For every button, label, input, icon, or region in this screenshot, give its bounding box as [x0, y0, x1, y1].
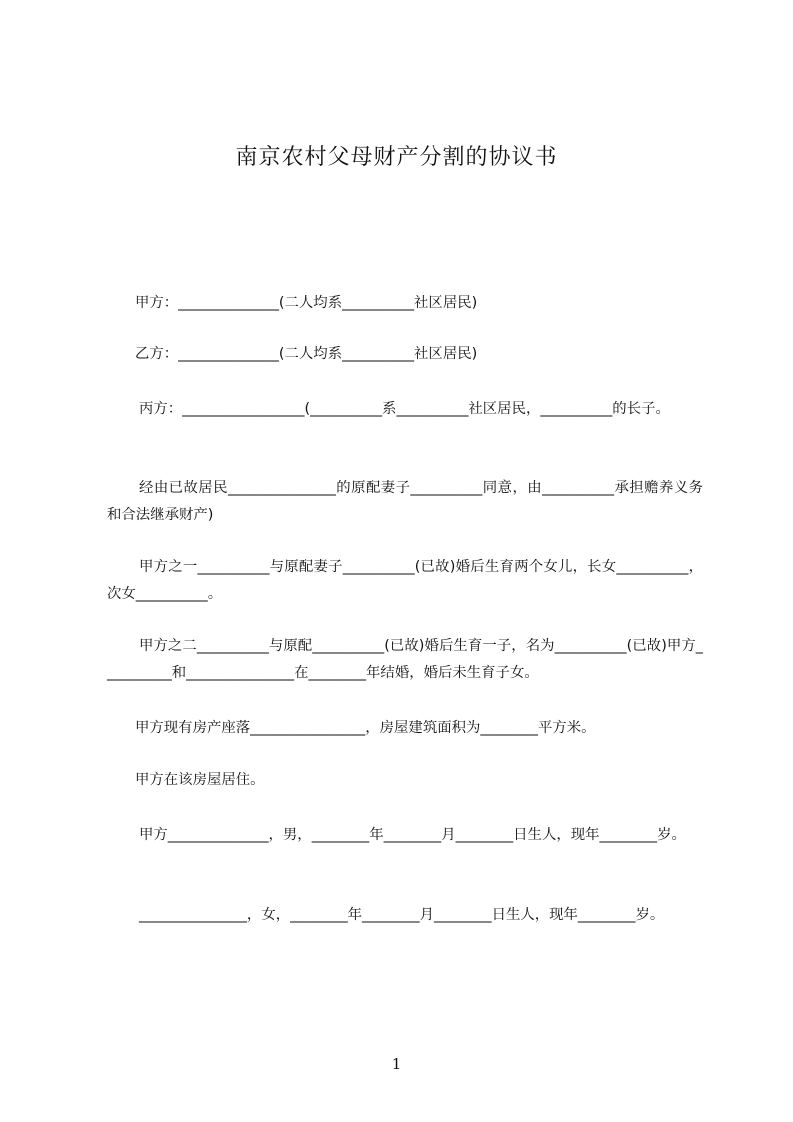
paragraph-party-a-one-family: 甲方之一__________与原配妻子__________(已故)婚后生育两个女儿，长女__________，次女__________。 [107, 559, 703, 602]
paragraph-inheritance-consent: 经由已故居民_______________的原配妻子__________同意，由__________承担赡养义务和合法继承财产) [107, 480, 703, 523]
paragraph-party-a-female: _______________，女，________年________月________日生人，现年________岁。 [139, 907, 665, 923]
paragraph-property: 甲方现有房产座落________________，房屋建筑面积为________平方米。 [135, 720, 596, 736]
paragraph-party-a-male: 甲方______________，男，________年________月________日生人，现年________岁。 [139, 827, 686, 843]
paragraph-party-a: 甲方：______________(二人均系__________社区居民) [135, 295, 478, 311]
paragraph-residence: 甲方在该房屋居住。 [135, 772, 265, 788]
paragraph-party-c: 丙方：_________________(__________系__________社区居民，__________的长子。 [139, 401, 670, 417]
paragraph-party-b: 乙方：______________(二人均系__________社区居民) [135, 346, 478, 362]
page-number: 1 [391, 1055, 402, 1073]
document-title: 南京农村父母财产分割的协议书 [235, 145, 558, 170]
paragraph-party-a-two-family: 甲方之二__________与原配__________(已故)婚后生育一子，名为__________(已故)甲方__________和_______________在________年结婚，婚后未生育子女。 [107, 638, 703, 681]
